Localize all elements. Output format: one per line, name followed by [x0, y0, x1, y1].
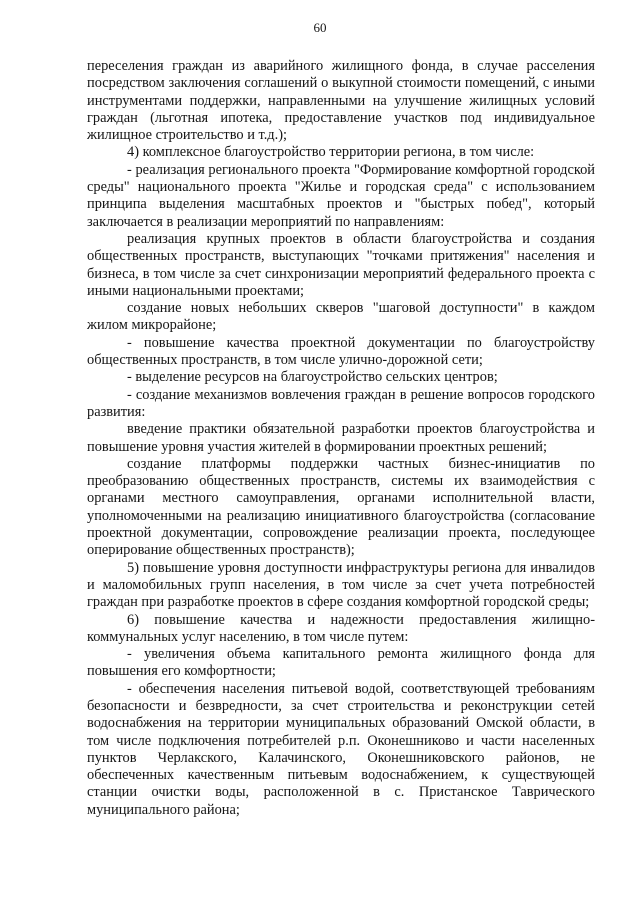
paragraph: - увеличения объема капитального ремонта жилищного фонда для повышения его комфортности;	[87, 646, 595, 680]
paragraph: введение практики обязательной разработки проектов благоустройства и повышение уровня участия жителей в формировании проектных решений;	[87, 421, 595, 455]
page-number: 60	[313, 20, 327, 35]
paragraph: 5) повышение уровня доступности инфраструктуры региона для инвалидов и маломобильных групп населения, в том числе за счет учета потребностей граждан при разработке проектов в сфере создания комфортной городской среды;	[87, 559, 595, 611]
document-body	[87, 58, 595, 819]
paragraph: - повышение качества проектной документации по благоустройству общественных пространств, в том числе улично-дорожной сети;	[87, 334, 595, 369]
paragraph: - обеспечения населения питьевой водой, соответствующей требованиям безопасности и безвредности, за счет строительства и реконструкции сетей водоснабжения на территории муниципальных образований Омской области, в том числе подключения потребителей р.п. Оконешниково и части населенных пунктов Черлакского, Калачинского, Оконешниковского районов, не обеспеченных качественным питьевым водоснабжением, к существующей станции очистки воды, расположенной в с. Пристанское Таврического муниципального района;	[87, 680, 595, 818]
paragraph: создание новых небольших скверов "шаговой доступности" в каждом жилом микрорайоне;	[87, 300, 595, 334]
paragraph: - реализация регионального проекта "Формирование комфортной городской среды" национального проекта "Жилье и городская среда" с использованием принципа выделения масштабных проектов и "быстрых побед", который заключается в реализации мероприятий по направлениям:	[87, 161, 595, 230]
paragraph: переселения граждан из аварийного жилищного фонда, в случае расселения посредством заключения соглашений о выкупной стоимости помещений, с иными инструментами поддержки, направленными на улучшение жилищных условий граждан (льготная ипотека, предоставление участков под индивидуальное жилищное строительство и т.д.);	[87, 58, 595, 144]
paragraph: 6) повышение качества и надежности предоставления жилищно-коммунальных услуг населению, в том числе путем:	[87, 611, 595, 645]
paragraph: реализация крупных проектов в области благоустройства и создания общественных пространств, выступающих "точками притяжения" населения и бизнеса, в том числе за счет синхронизации мероприятий федерального проекта с иными национальными проектами;	[87, 230, 595, 299]
paragraph: - выделение ресурсов на благоустройство сельских центров;	[127, 369, 498, 386]
paragraph: - создание механизмов вовлечения граждан в решение вопросов городского развития:	[87, 386, 595, 420]
paragraph: 4) комплексное благоустройство территории региона, в том числе:	[127, 144, 535, 161]
paragraph: создание платформы поддержки частных бизнес-инициатив по преобразованию общественных пространств, системы их взаимодействия с органами местного самоуправления, органами исполнительной власти, уполномоченными на реализацию инициативного благоустройства (согласование проектной документации, сопровождение реализации проекта, последующее оперирование общественных пространств);	[87, 455, 595, 559]
